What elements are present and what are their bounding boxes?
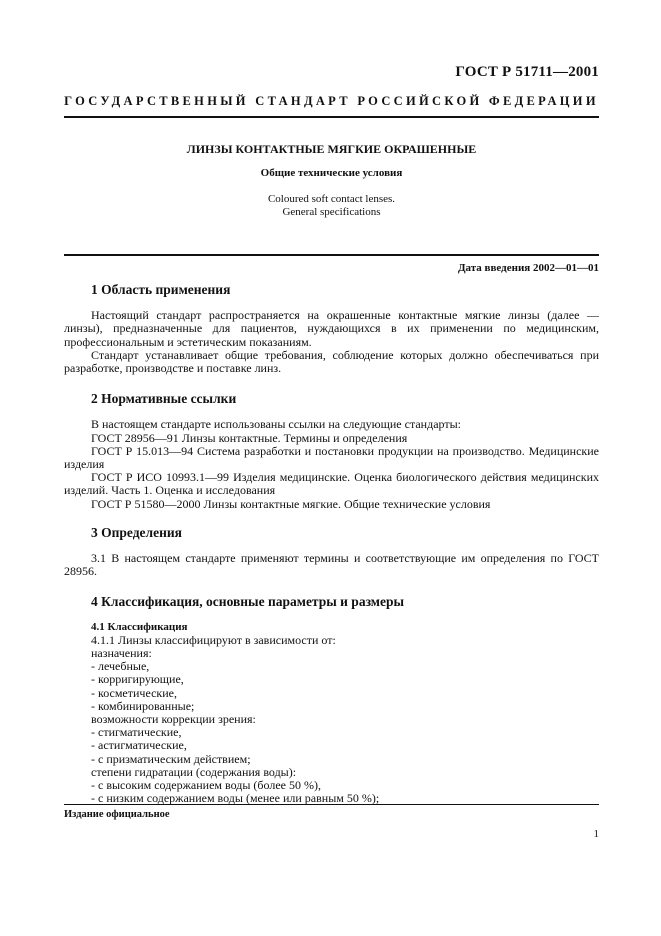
section-2-paragraph-1: В настоящем стандарте использованы ссылки на следующие стандарты:	[91, 417, 462, 432]
list-group-hydration: степени гидратации (содержания воды):	[91, 764, 297, 779]
section-1-paragraph-2: Стандарт устанавливает общие требования, соблюдение которых должно обеспечиваться при разработке, производстве и поставке линз.	[64, 347, 599, 376]
section-2-reference-4: ГОСТ Р 51580—2000 Линзы контактные мягкие. Общие технические условия	[91, 496, 491, 511]
section-3-heading: 3 Определения	[91, 524, 182, 540]
middle-rule	[64, 254, 599, 256]
list-item: - лечебные,	[91, 659, 150, 674]
list-item: - косметические,	[91, 685, 177, 700]
list-item: - стигматические,	[91, 725, 182, 740]
english-title-line-1: Coloured soft contact lenses.	[267, 193, 396, 205]
section-2-reference-1: ГОСТ 28956—91 Линзы контактные. Термины и определения	[91, 430, 408, 445]
section-4-heading: 4 Классификация, основные параметры и размеры	[91, 594, 405, 610]
section-2-heading: 2 Нормативные ссылки	[91, 391, 237, 407]
official-edition-label: Издание официальное	[64, 809, 170, 820]
document-subtitle: Общие технические условия	[260, 167, 403, 179]
english-title-line-2: General specifications	[282, 206, 381, 218]
section-2-reference-3: ГОСТ Р ИСО 10993.1—99 Изделия медицинские. Оценка биологического действия медицинских изделий. Часть 1. Оценка и исследования	[64, 470, 599, 498]
list-item: - с призматическим действием;	[91, 751, 251, 766]
page-number: 1	[593, 828, 599, 840]
section-2-reference-2: ГОСТ Р 15.013—94 Система разработки и постановки продукции на производство. Медицинские изделия	[64, 443, 599, 472]
gost-number: ГОСТ Р 51711—2001	[455, 64, 599, 80]
state-standard-banner: ГОСУДАРСТВЕННЫЙ СТАНДАРТ РОССИЙСКОЙ ФЕДЕРАЦИИ	[64, 94, 599, 108]
list-item: - астигматические,	[91, 738, 187, 753]
subsection-4-1-heading: 4.1 Классификация	[91, 620, 188, 633]
top-rule	[64, 116, 599, 118]
introduction-date: Дата введения 2002—01—01	[457, 262, 599, 274]
section-3-paragraph-1: 3.1 В настоящем стандарте применяют термины и соответствующие им определения по ГОСТ 28956.	[64, 551, 599, 579]
section-1-paragraph-1: Настоящий стандарт распространяется на окрашенные контактные мягкие линзы (далее — линзы), предназначенные для пациентов, нуждающихся в их применении по медицинским, профессиональным и эстетическим показаниям.	[64, 308, 599, 349]
list-item: - комбинированные;	[91, 698, 195, 713]
document-title: ЛИНЗЫ КОНТАКТНЫЕ МЯГКИЕ ОКРАШЕННЫЕ	[186, 142, 477, 156]
list-item: - с низким содержанием воды (менее или равным 50 %);	[91, 791, 380, 806]
list-group-purpose: назначения:	[91, 646, 152, 661]
document-body	[64, 283, 599, 806]
footer-rule	[64, 804, 599, 805]
english-title	[64, 193, 599, 219]
list-item: - с высоким содержанием воды (более 50 %),	[91, 778, 321, 793]
list-item: - корригирующие,	[91, 672, 184, 687]
list-group-vision-correction: возможности коррекции зрения:	[91, 712, 256, 727]
section-1-heading: 1 Область применения	[91, 282, 231, 297]
section-4-paragraph-1: 4.1.1 Линзы классифицируют в зависимости от:	[91, 632, 336, 647]
